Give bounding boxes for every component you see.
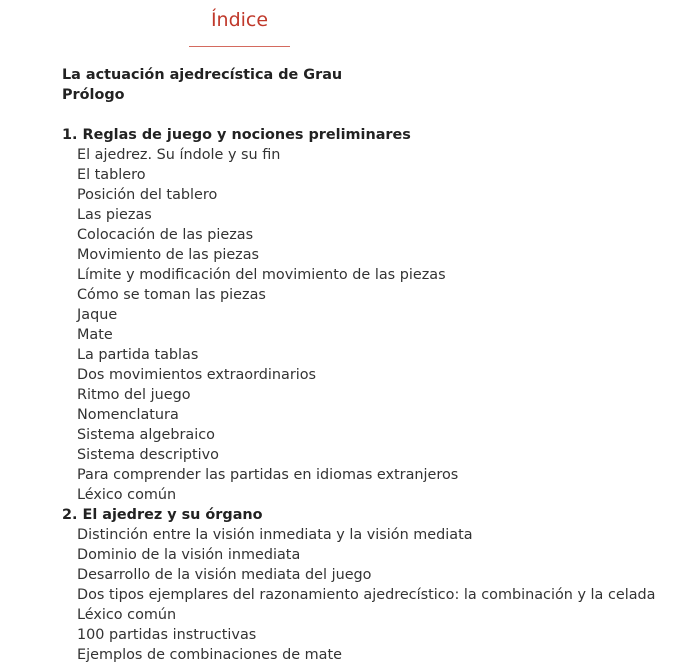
toc-item[interactable]: El ajedrez. Su índole y su fin [77,147,281,163]
toc-item[interactable]: Dos tipos ejemplares del razonamiento ajedrecístico: la combinación y la celada [77,587,656,603]
toc-item[interactable]: Posición del tablero [77,187,218,203]
toc-item[interactable]: Jaque [77,307,118,323]
toc-item[interactable]: Léxico común [77,487,177,503]
toc-item[interactable]: Mate [77,327,113,343]
toc-chapter-heading[interactable]: 2. El ajedrez y su órgano [62,507,263,523]
toc-spacer [62,105,682,125]
toc-item[interactable]: Nomenclatura [77,407,179,423]
toc-item[interactable]: Sistema descriptivo [77,447,219,463]
table-of-contents [62,65,682,665]
toc-item[interactable]: Distinción entre la visión inmediata y la visión mediata [77,527,473,543]
toc-chapter-heading[interactable]: 1. Reglas de juego y nociones preliminares [62,127,411,143]
toc-item[interactable]: Para comprender las partidas en idiomas extranjeros [77,467,459,483]
toc-item[interactable]: Colocación de las piezas [77,227,254,243]
toc-item[interactable]: 100 partidas instructivas [77,627,257,643]
toc-item[interactable]: Cómo se toman las piezas [77,287,266,303]
toc-item[interactable]: Dominio de la visión inmediata [77,547,301,563]
toc-item[interactable]: El tablero [77,167,146,183]
title-divider [189,46,290,47]
toc-item[interactable]: Límite y modificación del movimiento de las piezas [77,267,446,283]
toc-item[interactable]: Dos movimientos extraordinarios [77,367,317,383]
toc-item[interactable]: Ejemplos de combinaciones de mate [77,647,342,663]
toc-item[interactable]: Desarrollo de la visión mediata del juego [77,567,372,583]
toc-item[interactable]: Ritmo del juego [77,387,191,403]
toc-item[interactable]: Movimiento de las piezas [77,247,260,263]
toc-item[interactable]: La partida tablas [77,347,199,363]
page-title: Índice [210,9,269,31]
toc-item[interactable]: Las piezas [77,207,152,223]
toc-item[interactable]: Léxico común [77,607,177,623]
toc-front-item[interactable]: Prólogo [62,87,125,103]
toc-item[interactable]: Sistema algebraico [77,427,215,443]
toc-front-item[interactable]: La actuación ajedrecística de Grau [62,67,343,83]
